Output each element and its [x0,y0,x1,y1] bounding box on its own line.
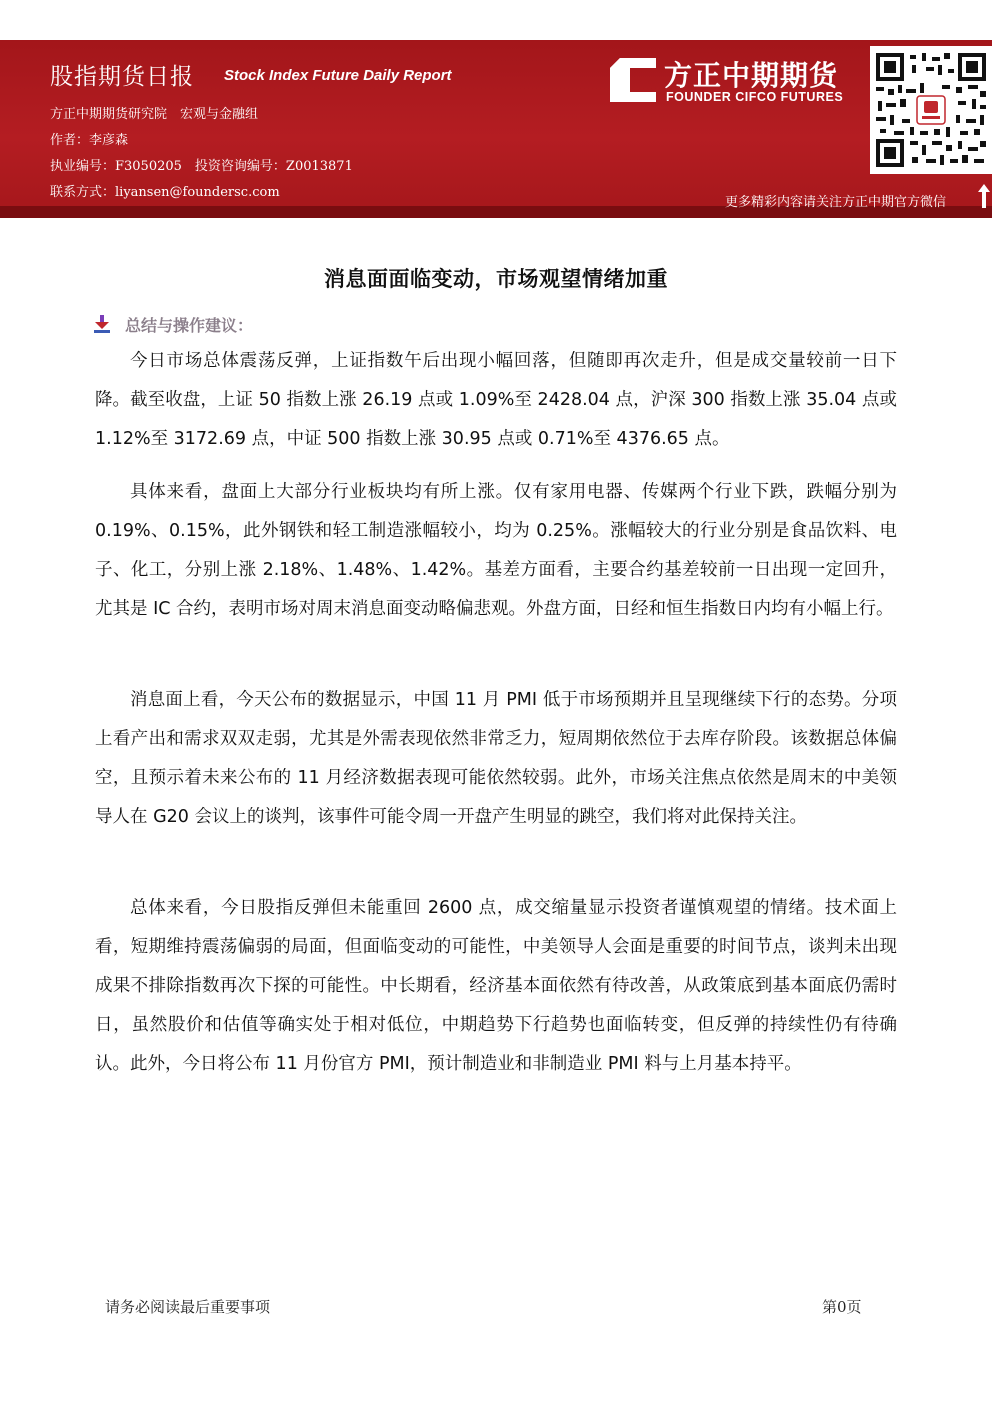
founder-logo-icon [610,58,656,102]
report-title-cn: 股指期货日报 [50,64,194,90]
paragraph-2: 具体来看，盘面上大部分行业板块均有所上涨。仅有家用电器、传媒两个行业下跌，跌幅分别为 0.19%、0.15%，此外钢铁和轻工制造涨幅较小，均为 0.25%。涨幅较大的行业分别是食品饮料、电子、化工，分别上涨 2.18%、1.48%、1.42%。基差方面看，主要合约基差较前一日出现一定回升，尤其是 IC 合约，表明市场对周末消息面变动略偏悲观。外盘方面，日经和恒生指数日内均有小幅上行。 [95,482,897,619]
up-arrow-icon [978,184,990,208]
footer-notice: 请务必阅读最后重要事项 [105,1298,271,1316]
paragraph-4: 总体来看，今日股指反弹但未能重回 2600 点，成交缩量显示投资者谨慎观望的情绪。技术面上看，短期维持震荡偏弱的局面，但面临变动的可能性，中美领导人会面是重要的时间节点，谈判未出现成果不排除指数再次下探的可能性。中长期看，经济基本面依然有待改善，从政策底到基本面底仍需时日，虽然股价和估值等确实处于相对低位，中期趋势下行趋势也面临转变，但反弹的持续性仍有待确认。此外，今日将公布 11 月份官方 PMI，预计制造业和非制造业 PMI 料与上月基本持平。 [95,898,897,1074]
wechat-qr-code [870,46,992,174]
paragraph-3: 消息面上看，今天公布的数据显示，中国 11 月 PMI 低于市场预期并且呈现继续下行的态势。分项上看产出和需求双双走弱，尤其是外需表现依然非常乏力，短周期依然位于去库存阶段。该数据总体偏空，且预示着未来公布的 11 月经济数据表现可能依然较弱。此外，市场关注焦点依然是周末的中美领导人在 G20 会议上的谈判，该事件可能令周一开盘产生明显的跳空，我们将对此保持关注。 [95,690,897,827]
report-title-en: Stock Index Future Daily Report [224,67,452,84]
paragraph-1: 今日市场总体震荡反弹，上证指数午后出现小幅回落，但随即再次走升，但是成交量较前一日下降。截至收盘，上证 50 指数上涨 26.19 点或 1.09%至 2428.04 点，沪深 300 指数上涨 35.04 点或 1.12%至 3172.69 点，中证 500 指数上涨 30.95 点或 0.71%至 4376.65 点。 [95,351,897,449]
page-number: 第0页 [822,1298,862,1316]
section-heading [93,313,253,335]
author-line: 作者：李彦森 [50,133,129,148]
brand-name-cn: 方正中期期货 [664,59,839,92]
wechat-follow-note: 更多精彩内容请关注方正中期官方微信 [725,195,947,210]
article-title: 消息面面临变动，市场观望情绪加重 [324,267,668,291]
section-label: 总结与操作建议： [125,315,254,335]
bullet-arrow-icon [93,314,111,334]
brand-name-en: FOUNDER CIFCO FUTURES [666,90,844,104]
institute-line: 方正中期期货研究院 宏观与金融组 [50,107,259,122]
contact-line: 联系方式：liyansen@foundersc.com [50,185,280,200]
license-line: 执业编号：F3050205 投资咨询编号：Z0013871 [50,159,353,174]
qr-code-icon [876,53,986,167]
